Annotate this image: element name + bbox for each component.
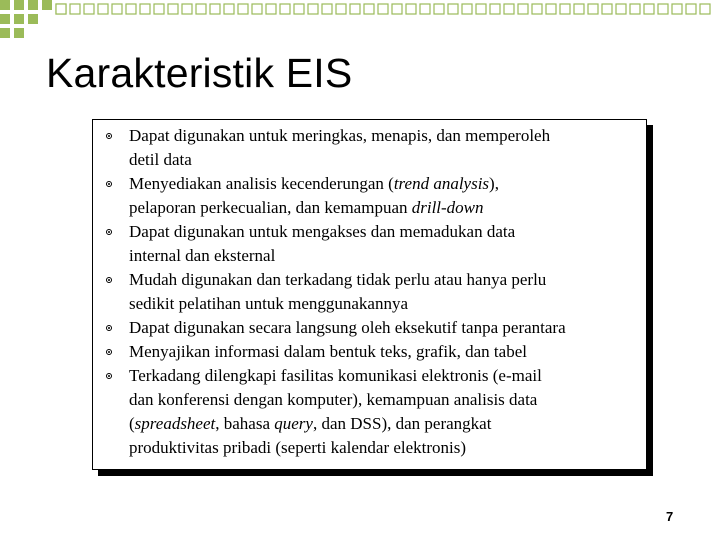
bullet-icon bbox=[106, 277, 112, 283]
item-text: dan konferensi dengan komputer), kemampuan analisis data bbox=[129, 390, 538, 409]
bullet-icon bbox=[106, 181, 112, 187]
bullet-icon bbox=[106, 373, 112, 379]
decorative-squares bbox=[0, 0, 720, 40]
list-item bbox=[93, 172, 646, 220]
list-item bbox=[93, 364, 646, 460]
list-item bbox=[93, 124, 646, 172]
list-item bbox=[93, 268, 646, 316]
item-text-italic: spreadsheet bbox=[134, 414, 216, 433]
item-text: internal dan eksternal bbox=[129, 246, 276, 265]
bullet-icon bbox=[106, 229, 112, 235]
item-text: Menyediakan analisis kecenderungan ( bbox=[129, 174, 394, 193]
item-text: sedikit pelatihan untuk menggunakannya bbox=[129, 294, 409, 313]
item-text: Dapat digunakan secara langsung oleh eksekutif tanpa perantara bbox=[129, 318, 566, 337]
content-box bbox=[92, 119, 647, 470]
item-text: detil data bbox=[129, 150, 192, 169]
list-item bbox=[93, 316, 646, 340]
item-text: Menyajikan informasi dalam bentuk teks, grafik, dan tabel bbox=[129, 342, 527, 361]
item-text: Terkadang dilengkapi fasilitas komunikasi elektronis (e-mail bbox=[129, 366, 542, 385]
item-text: , dan DSS), dan perangkat bbox=[312, 414, 492, 433]
bullet-icon bbox=[106, 325, 112, 331]
bullet-list bbox=[93, 124, 646, 460]
item-text: Dapat digunakan untuk mengakses dan memadukan data bbox=[129, 222, 516, 241]
item-text: produktivitas pribadi (seperti kalendar elektronis) bbox=[129, 438, 467, 457]
item-text: Mudah digunakan dan terkadang tidak perlu atau hanya perlu bbox=[129, 270, 547, 289]
item-text: ), bbox=[489, 174, 499, 193]
bullet-icon bbox=[106, 133, 112, 139]
item-text-italic: query bbox=[274, 414, 313, 433]
item-text-italic: drill-down bbox=[411, 198, 484, 217]
item-text: pelaporan perkecualian, dan kemampuan bbox=[129, 198, 412, 217]
item-text: , bahasa bbox=[215, 414, 275, 433]
item-text: ( bbox=[129, 414, 135, 433]
item-text: Dapat digunakan untuk meringkas, menapis, dan memperoleh bbox=[129, 126, 551, 145]
list-item bbox=[93, 220, 646, 268]
item-text-italic: trend analysis bbox=[393, 174, 490, 193]
bullet-icon bbox=[106, 349, 112, 355]
list-item bbox=[93, 340, 646, 364]
slide-title: Karakteristik EIS bbox=[46, 50, 353, 96]
page-number: 7 bbox=[666, 509, 674, 524]
